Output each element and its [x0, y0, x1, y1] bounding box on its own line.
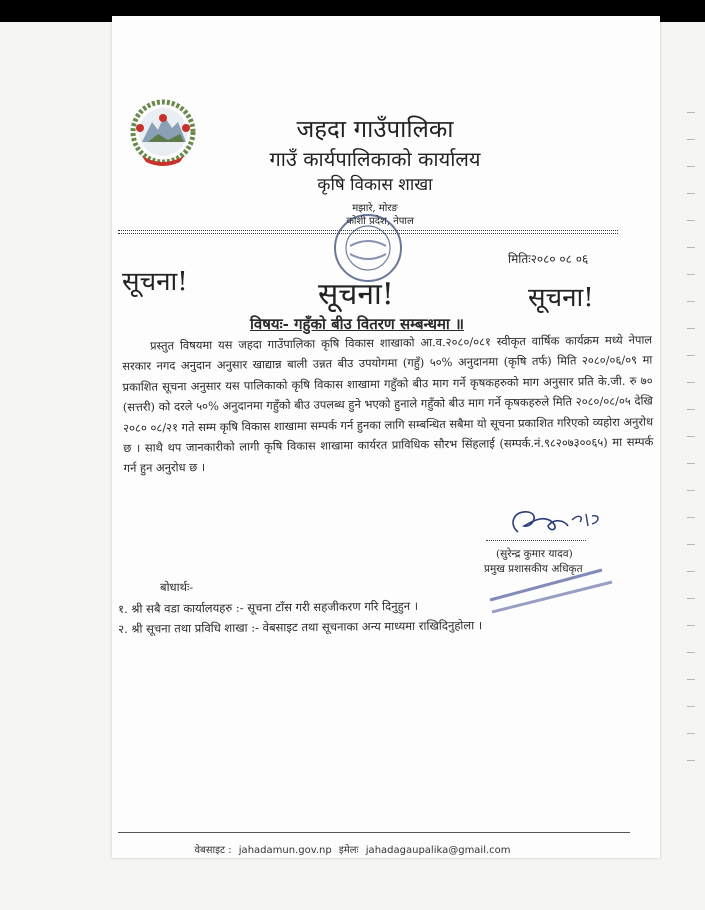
notice-body-text: प्रस्तुत विषयमा यस जहदा गाउँपालिका कृषि विकास शाखाको आ.व.२०८०/०८१ स्वीकृत वार्षिक कार्यक्रम मध्ये नेपाल सरकार नगद अनुदान अनुसार खाद्यान्न बाली उन्नत बीउ उपयोगमा (गहुँ) ५०% अनुदानमा (कृषि तर्फ) मिति २०८०/०६/०९ मा प्रकाशित सूचना अनुसार यस पालिकाको कृषि विकास शाखामा गहुँको बीउ माग गर्ने कृषकहरुको माग अनुसार प्रति के.जी. रु ७० (सत्तरी) को दरले ५०% अनुदानमा गहुँको बीउ उपलब्ध हुने भएको हुनाले गहुँको बीउ माग गर्ने कृषकहरुले मिति २०८०/०८/०५ देखि २०८० ०८/२१ गते सम्म कृषि विकास शाखामा सम्पर्क गर्न हुनका लागि सम्बन्धित सबैमा यो सूचना प्रकाशित गरिएको व्यहोरा अनुरोध छ । साथै थप जानकारीको लागी कृषि विकास शाखामा कार्यरत प्राविधिक सौरभ सिंहलाई (सम्पर्क.नं.९८२०७३००६५) मा सम्पर्क गर्न हुन अनुरोध छ । [122, 332, 654, 476]
signature-line [486, 540, 586, 541]
cc-label: बोधार्थः- [160, 580, 194, 594]
nepal-emblem-icon [128, 98, 198, 170]
edge-ticks [687, 112, 695, 787]
notice-heading-right: सूचना! [528, 283, 594, 313]
website-link[interactable]: jahadamun.gov.np [238, 845, 332, 856]
notice-body [122, 330, 654, 479]
signatory-name: (सुरेन्द्र कुमार यादव) [496, 548, 573, 560]
branch-name: कृषि विकास शाखा [317, 175, 433, 195]
cc-item: १. श्री सबै वडा कार्यालयहरु :- सूचना टाँस गरी सहजीकरण गरि दिनुहुन । [118, 598, 419, 616]
address-line-1: मझारे, मोरङ [352, 203, 398, 214]
notice-heading-center: सूचना! [318, 277, 394, 312]
office-name: गाउँ कार्यपालिकाको कार्यालय [269, 147, 481, 171]
signatory-title: प्रमुख प्रशासकीय अधिकृत [484, 563, 583, 575]
subject-line: विषयः- गहुँको बीउ वितरण सम्बन्धमा ॥ [250, 315, 465, 333]
signature-stamp-icon [482, 560, 632, 620]
municipality-name: जहदा गाउँपालिका [296, 115, 454, 143]
email-link[interactable]: jahadagaupalika@gmail.com [365, 845, 511, 856]
notice-heading-left: सूचना! [122, 267, 188, 297]
address-line-2: कोशी प्रदेश, नेपाल [346, 216, 414, 227]
footer [0, 842, 705, 856]
notice-date: मितिः२०८० ०८ ०६ [508, 252, 589, 266]
cc-item: २. श्री सूचना तथा प्रविधि शाखा :- वेबसाइट तथा सूचनाका अन्य माध्यमा राखिदिनुहोला । [118, 618, 483, 636]
email-label: इमेलः [338, 845, 359, 856]
handwritten-signature-icon [488, 494, 618, 544]
website-label: वेबसाइट : [194, 845, 232, 856]
footer-rule [118, 832, 630, 833]
